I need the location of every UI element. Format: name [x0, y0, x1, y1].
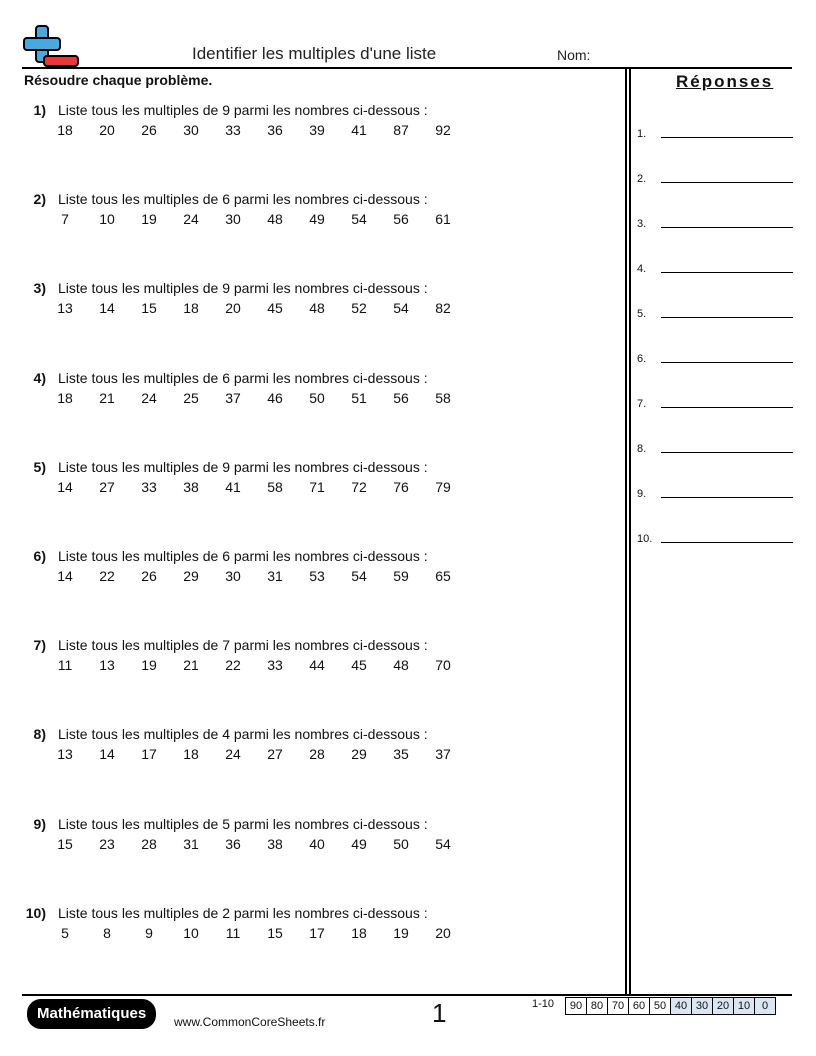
list-number: 92 [435, 122, 451, 138]
list-number: 48 [309, 300, 325, 317]
answer-blank-line[interactable] [661, 497, 793, 498]
list-number: 27 [99, 478, 115, 495]
answer-label: 6. [637, 353, 647, 365]
list-number: 17 [309, 924, 325, 941]
score-cell: 40 [670, 997, 692, 1015]
list-number: 53 [309, 568, 325, 584]
answer-row [637, 347, 793, 365]
list-number: 18 [57, 122, 73, 138]
score-cell: 70 [607, 997, 629, 1015]
list-number: 58 [267, 478, 283, 495]
answer-blank-line[interactable] [661, 137, 793, 138]
column-divider-left [625, 68, 627, 994]
page-number: 1 [432, 998, 447, 1028]
answer-blank-line[interactable] [661, 407, 793, 408]
list-number: 87 [393, 122, 409, 138]
list-number: 15 [267, 924, 283, 941]
list-number: 49 [309, 211, 325, 228]
answer-blank-line[interactable] [661, 317, 793, 318]
website-url: www.CommonCoreSheets.fr [174, 1015, 326, 1029]
list-number: 45 [267, 300, 283, 317]
score-cell: 0 [754, 997, 776, 1015]
list-number: 54 [351, 568, 367, 584]
number-list [58, 479, 498, 497]
list-number: 23 [99, 835, 115, 852]
problem-text: Liste tous les multiples de 2 parmi les nombres ci-dessous : [58, 904, 428, 921]
list-number: 11 [225, 924, 241, 941]
number-list [58, 568, 498, 586]
answer-row [637, 122, 793, 140]
list-number: 37 [435, 746, 451, 763]
problem-text: Liste tous les multiples de 6 parmi les nombres ci-dessous : [58, 548, 428, 564]
list-number: 29 [351, 746, 367, 763]
list-number: 22 [99, 568, 115, 584]
list-number: 18 [57, 389, 73, 406]
answer-label: 9. [637, 488, 647, 500]
problem-text: Liste tous les multiples de 9 parmi les nombres ci-dessous : [58, 102, 428, 118]
list-number: 82 [435, 300, 451, 317]
list-number: 41 [351, 122, 367, 138]
answer-blank-line[interactable] [661, 227, 793, 228]
list-number: 21 [183, 657, 199, 674]
list-number: 19 [141, 657, 157, 674]
answer-row [637, 257, 793, 275]
problem-number: 7) [33, 637, 46, 654]
number-list [58, 390, 498, 408]
list-number: 33 [225, 122, 241, 138]
list-number: 15 [141, 300, 157, 317]
list-number: 31 [267, 568, 283, 584]
answer-label: 3. [637, 218, 647, 230]
brand-badge: Mathématiques [27, 999, 156, 1029]
list-number: 29 [183, 568, 199, 584]
problem-number: 4) [33, 369, 46, 386]
list-number: 7 [61, 211, 69, 228]
list-number: 31 [183, 835, 199, 852]
list-number: 72 [351, 478, 367, 495]
list-number: 11 [57, 657, 73, 674]
list-number: 79 [435, 478, 451, 495]
list-number: 33 [267, 657, 283, 674]
list-number: 26 [141, 122, 157, 138]
list-number: 44 [309, 657, 325, 674]
problem-text: Liste tous les multiples de 5 parmi les nombres ci-dessous : [58, 815, 428, 832]
number-list [58, 925, 498, 943]
list-number: 65 [435, 568, 451, 584]
list-number: 13 [99, 657, 115, 674]
problem-number: 1) [33, 102, 46, 118]
answer-label: 7. [637, 398, 647, 410]
list-number: 19 [393, 924, 409, 941]
list-number: 24 [141, 389, 157, 406]
list-number: 56 [393, 389, 409, 406]
list-number: 18 [183, 746, 199, 763]
problem-text: Liste tous les multiples de 6 parmi les nombres ci-dessous : [58, 191, 428, 208]
list-number: 14 [57, 568, 73, 584]
number-list [58, 657, 498, 675]
list-number: 19 [141, 211, 157, 228]
number-list [58, 836, 498, 854]
score-cell: 90 [565, 997, 587, 1015]
list-number: 17 [141, 746, 157, 763]
score-range-label: 1-10 [532, 998, 555, 1010]
list-number: 45 [351, 657, 367, 674]
plus-minus-logo-icon [22, 24, 80, 68]
answer-label: 4. [637, 263, 647, 275]
list-number: 21 [99, 389, 115, 406]
answer-row [637, 482, 793, 500]
answer-label: 10. [637, 533, 653, 545]
score-cell: 60 [628, 997, 650, 1015]
list-number: 46 [267, 389, 283, 406]
number-list [58, 122, 498, 140]
number-list [58, 300, 498, 318]
list-number: 41 [225, 478, 241, 495]
problem-number: 8) [33, 726, 46, 743]
problem-number: 10) [25, 904, 46, 921]
answer-blank-line[interactable] [661, 272, 793, 273]
list-number: 52 [351, 300, 367, 317]
list-number: 58 [435, 389, 451, 406]
list-number: 13 [57, 746, 73, 763]
list-number: 20 [99, 122, 115, 138]
list-number: 10 [99, 211, 115, 228]
worksheet-title: Identifier les multiples d'une liste [192, 44, 437, 63]
list-number: 50 [309, 389, 325, 406]
answer-blank-line[interactable] [661, 182, 793, 183]
score-cell: 20 [712, 997, 734, 1015]
answer-label: 2. [637, 173, 647, 185]
list-number: 38 [183, 478, 199, 495]
answer-blank-line[interactable] [661, 452, 793, 453]
list-number: 30 [225, 568, 241, 584]
list-number: 59 [393, 568, 409, 584]
list-number: 48 [393, 657, 409, 674]
list-number: 35 [393, 746, 409, 763]
score-cell: 80 [586, 997, 608, 1015]
list-number: 56 [393, 211, 409, 228]
list-number: 40 [309, 835, 325, 852]
answers-heading: Réponses [676, 72, 774, 91]
answer-label: 5. [637, 308, 647, 320]
list-number: 38 [267, 835, 283, 852]
number-list [58, 211, 498, 229]
list-number: 61 [435, 211, 451, 228]
problem-text: Liste tous les multiples de 4 parmi les nombres ci-dessous : [58, 726, 428, 743]
list-number: 49 [351, 835, 367, 852]
number-list [58, 746, 498, 764]
problem-number: 9) [33, 815, 46, 832]
score-table [566, 997, 776, 1015]
answer-row [637, 212, 793, 230]
score-cell: 50 [649, 997, 671, 1015]
list-number: 36 [225, 835, 241, 852]
problem-text: Liste tous les multiples de 6 parmi les nombres ci-dessous : [58, 369, 428, 386]
list-number: 22 [225, 657, 241, 674]
list-number: 13 [57, 300, 73, 317]
list-number: 20 [225, 300, 241, 317]
answer-label: 8. [637, 443, 647, 455]
list-number: 24 [225, 746, 241, 763]
list-number: 8 [103, 924, 111, 941]
list-number: 20 [435, 924, 451, 941]
list-number: 18 [351, 924, 367, 941]
answer-blank-line[interactable] [661, 542, 793, 543]
list-number: 54 [435, 835, 451, 852]
list-number: 14 [99, 746, 115, 763]
answer-row [637, 527, 793, 545]
answer-row [637, 167, 793, 185]
list-number: 51 [351, 389, 367, 406]
answer-row [637, 392, 793, 410]
list-number: 33 [141, 478, 157, 495]
list-number: 14 [57, 478, 73, 495]
list-number: 10 [183, 924, 199, 941]
problem-text: Liste tous les multiples de 7 parmi les nombres ci-dessous : [58, 637, 428, 654]
header-divider [22, 67, 792, 69]
answer-row [637, 437, 793, 455]
list-number: 71 [309, 478, 325, 495]
name-label: Nom: [557, 47, 591, 63]
list-number: 24 [183, 211, 199, 228]
list-number: 36 [267, 122, 283, 138]
list-number: 70 [435, 657, 451, 674]
list-number: 39 [309, 122, 325, 138]
list-number: 27 [267, 746, 283, 763]
list-number: 76 [393, 478, 409, 495]
list-number: 48 [267, 211, 283, 228]
list-number: 25 [183, 389, 199, 406]
answer-blank-line[interactable] [661, 362, 793, 363]
list-number: 5 [61, 924, 69, 941]
problem-number: 3) [33, 280, 46, 297]
list-number: 28 [309, 746, 325, 763]
list-number: 28 [141, 835, 157, 852]
footer-divider [22, 994, 792, 996]
list-number: 26 [141, 568, 157, 584]
list-number: 18 [183, 300, 199, 317]
list-number: 37 [225, 389, 241, 406]
list-number: 54 [351, 211, 367, 228]
problem-number: 5) [33, 458, 46, 475]
score-cell: 30 [691, 997, 713, 1015]
list-number: 50 [393, 835, 409, 852]
list-number: 30 [225, 211, 241, 228]
instructions: Résoudre chaque problème. [24, 72, 213, 88]
list-number: 14 [99, 300, 115, 317]
list-number: 15 [57, 835, 73, 852]
list-number: 54 [393, 300, 409, 317]
answer-row [637, 302, 793, 320]
problem-text: Liste tous les multiples de 9 parmi les nombres ci-dessous : [58, 458, 428, 475]
answer-label: 1. [637, 128, 647, 140]
score-cell: 10 [733, 997, 755, 1015]
list-number: 9 [145, 924, 153, 941]
problem-number: 6) [33, 548, 46, 564]
problem-number: 2) [33, 191, 46, 208]
column-divider-right [629, 68, 631, 994]
list-number: 30 [183, 122, 199, 138]
problem-text: Liste tous les multiples de 9 parmi les nombres ci-dessous : [58, 280, 428, 297]
